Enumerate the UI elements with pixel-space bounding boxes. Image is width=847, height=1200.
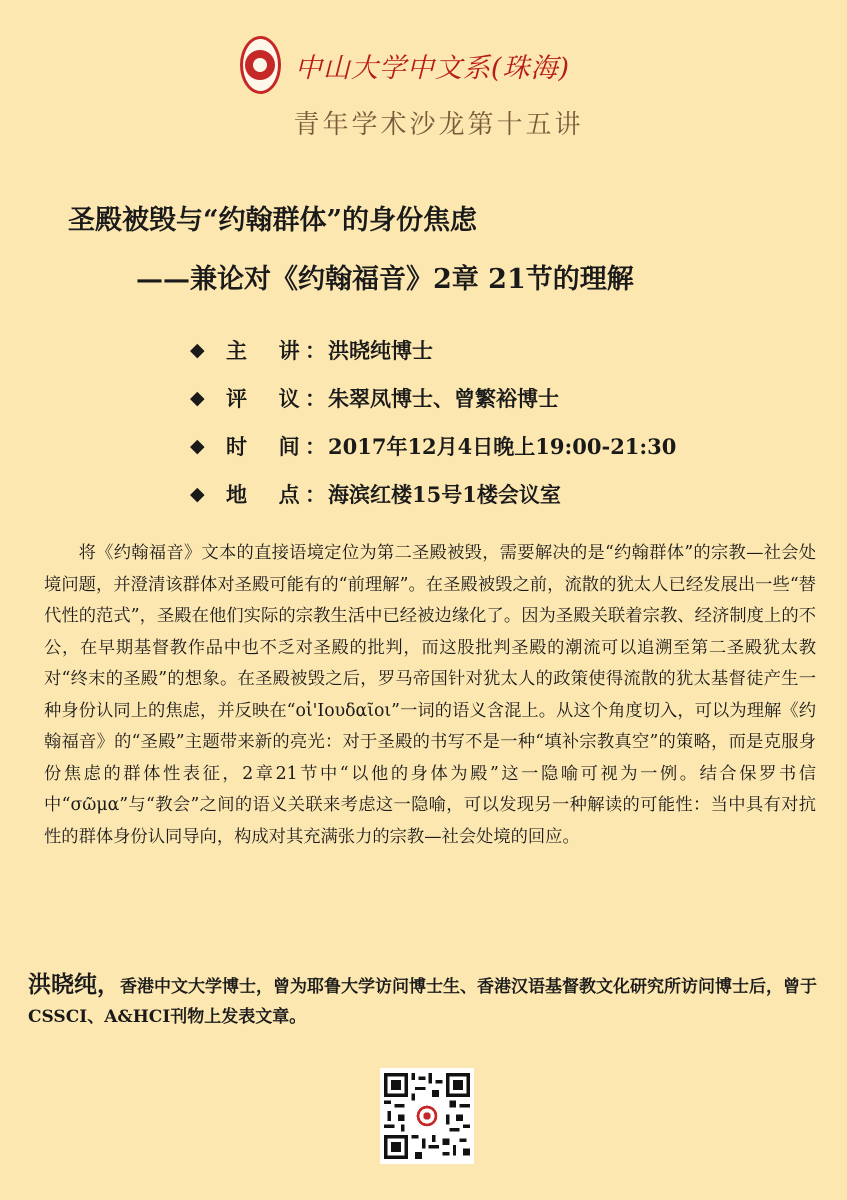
speaker-bio bbox=[28, 970, 828, 1032]
department-name: 中山大学中文系(珠海) bbox=[294, 52, 570, 84]
speaker-bio-text: 香港中文大学博士，曾为耶鲁大学访问博士生、香港汉语基督教文化研究所访问博士后，曾于CSSCI、A&HCI刊物上发表文章。 bbox=[28, 977, 817, 1027]
diamond-bullet-icon: ◆ bbox=[190, 435, 205, 457]
info-value: 朱翠凤博士、曾繁裕博士 bbox=[328, 386, 559, 411]
info-value: 洪晓纯博士 bbox=[328, 338, 433, 363]
speaker-name: 洪晓纯， bbox=[28, 971, 120, 998]
diamond-bullet-icon: ◆ bbox=[190, 483, 205, 505]
info-value: 2017年12月4日晚上19:00-21:30 bbox=[328, 434, 677, 459]
lecture-abstract: 将《约翰福音》文本的直接语境定位为第二圣殿被毁，需要解决的是“约翰群体”的宗教—社会处境问题，并澄清该群体对圣殿可能有的“前理解”。在圣殿被毁之前，流散的犹太人已经发展出一些“替代性的范式”，圣殿在他们实际的宗教生活中已经被边缘化了。因为圣殿关联着宗教、经济制度上的不公，在早期基督教作品中也不乏对圣殿的批判，而这股批判圣殿的潮流可以追溯至第二圣殿犹太教对“终末的圣殿”的想象。在圣殿被毁之后，罗马帝国针对犹太人的政策使得流散的犹太基督徒产生一种身份认同上的焦虑，并反映在“oἰ'Ιουδαῖοι”一词的语义含混上。从这个角度切入，可以为理解《约翰福音》的“圣殿”主题带来新的亮光：对于圣殿的书写不是一种“填补宗教真空”的策略，而是克服身份焦虑的群体性表征，2章21节中“以他的身体为殿”这一隐喻可视为一例。结合保罗书信中“σῶμα”与“教会”之间的语义关联来考虑这一隐喻，可以发现另一种解读的可能性：当中具有对抗性的群体身份认同导向，构成对其充满张力的宗教—社会处境的回应。 bbox=[44, 543, 816, 847]
diamond-bullet-icon: ◆ bbox=[190, 387, 205, 409]
info-value: 海滨红楼15号1楼会议室 bbox=[328, 482, 561, 507]
info-label: 主 讲： bbox=[226, 338, 326, 363]
event-info-list bbox=[190, 326, 676, 518]
header-logo bbox=[240, 34, 570, 96]
salon-series-title: 青年学术沙龙第十五讲 bbox=[293, 110, 584, 140]
university-seal-icon bbox=[240, 36, 281, 94]
info-label: 地 点： bbox=[226, 482, 326, 507]
info-label: 评 议： bbox=[226, 386, 326, 411]
info-speaker bbox=[190, 326, 676, 374]
lecture-title: 圣殿被毁与“约翰群体”的身份焦虑 bbox=[68, 205, 478, 236]
lecture-subtitle: ——兼论对《约翰福音》2章 21节的理解 bbox=[136, 264, 634, 295]
info-label: 时 间： bbox=[226, 434, 326, 459]
info-time bbox=[190, 422, 676, 470]
diamond-bullet-icon: ◆ bbox=[190, 339, 205, 361]
qr-code-icon bbox=[380, 1068, 474, 1164]
info-location bbox=[190, 470, 676, 518]
info-reviewers bbox=[190, 374, 676, 422]
